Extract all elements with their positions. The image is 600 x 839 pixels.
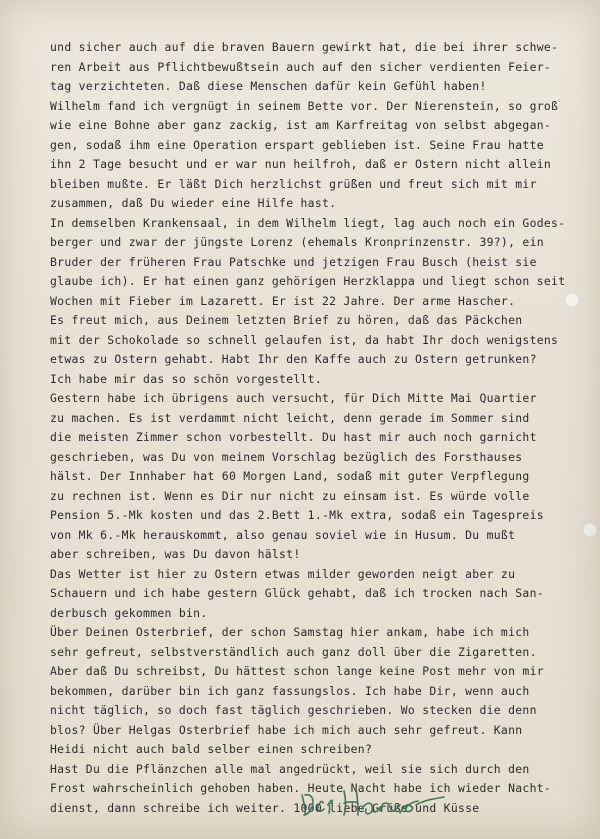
text-line: die meisten Zimmer schon vorbestellt. Du hast mir auch noch garnicht (50, 430, 537, 444)
text-line: Gestern habe ich übrigens auch versucht, für Dich Mitte Mai Quartier (50, 391, 537, 405)
text-line: und sicher auch auf die braven Bauern gewirkt hat, die bei ihrer schwe- (50, 40, 559, 54)
text-line: aber schreiben, was Du davon hälst! (50, 547, 301, 561)
text-line: wie eine Bohne aber ganz zackig, ist am Karfreitag von selbst abgegan- (50, 118, 552, 132)
text-line: Pension 5.-Mk kosten und das 2.Bett 1.-Mk extra, sodaß ein Tagespreis (50, 508, 544, 522)
text-line: sehr gefreut, selbstverständlich auch ganz doll über die Zigaretten. (50, 644, 537, 659)
text-line: ihn 2 Tage besucht und er war nun heilfroh, daß er Ostern nicht allein (50, 157, 552, 171)
text-line: tag verzichteten. Daß diese Menschen dafür kein Gefühl haben! (50, 79, 487, 93)
text-line: gen, sodaß ihm eine Operation erspart geblieben ist. Seine Frau hatte (50, 137, 544, 152)
text-line: ren Arbeit aus Pflichtbewußtsein auch auf den sicher verdienten Feier- (50, 59, 552, 74)
text-line: Bruder der früheren Frau Patschke und jetzigen Frau Busch (heist sie (50, 254, 537, 269)
text-line: hälst. Der Innhaber hat 60 Morgen Land, sodaß mit guter Verpflegung (50, 469, 530, 483)
text-line: Heidi nicht auch bald selber einen schreiben? (50, 742, 373, 756)
text-line: glaube ich). Er hat einen ganz gehörigen Herzklappa und liegt schon seit (50, 274, 566, 288)
text-line: etwas zu Ostern gehabt. Habt Ihr den Kaffe auch zu Ostern getrunken? (50, 352, 537, 366)
text-line: dienst, dann schreibe ich weiter. 1000 liebe Grüße und Küsse (50, 800, 480, 815)
text-line: Schauern und ich habe gestern Glück gehabt, daß ich trocken nach San- (50, 586, 544, 600)
letter-body (50, 38, 590, 818)
text-line: Das Wetter ist hier zu Ostern etwas milder geworden neigt aber zu (50, 566, 516, 581)
text-line: nicht täglich, so doch fast täglich geschrieben. Wo stecken die denn (50, 703, 537, 717)
text-line: Ich habe mir das so schön vorgestellt. (50, 371, 322, 386)
text-line: berger und zwar der jüngste Lorenz (ehemals Kronprinzenstr. 39?), ein (50, 235, 544, 249)
text-line: derbusch gekommen bin. (50, 605, 208, 620)
text-line: Es freut mich, aus Deinem letzten Brief zu hören, daß das Päckchen (50, 313, 523, 327)
text-line: Hast Du die Pflänzchen alle mal angedrückt, weil sie sich durch den (50, 761, 530, 776)
text-line: bleiben mußte. Er läßt Dich herzlichst grüßen und freut sich mit mir (50, 176, 537, 191)
text-line: In demselben Krankensaal, in dem Wilhelm liegt, lag auch noch ein Godes- (50, 215, 566, 230)
text-line: geschrieben, was Du von meinem Vorschlag bezüglich des Forsthauses (50, 449, 523, 464)
text-line: Über Deinen Osterbrief, der schon Samstag hier ankam, habe ich mich (50, 625, 530, 639)
text-line: zu machen. Es ist verdammt nicht leicht, denn gerade im Sommer sind (50, 410, 530, 425)
text-line: Aber daß Du schreibst, Du hättest schon lange keine Post mehr von mir (50, 664, 544, 678)
text-line: Wilhelm fand ich vergnügt in seinem Bette vor. Der Nierenstein, so groß (50, 98, 559, 113)
text-line: mit der Schokolade so schnell gelaufen ist, da habt Ihr doch wenigstens (50, 332, 559, 347)
text-line: zusammen, daß Du wieder eine Hilfe hast. (50, 196, 337, 210)
text-line: von Mk 6.-Mk herauskommt, also genau soviel wie in Husum. Du mußt (50, 527, 516, 542)
handwritten-signature (296, 781, 456, 821)
text-line: blos? Über Helgas Osterbrief habe ich mich auch sehr gefreut. Kann (50, 722, 523, 737)
text-line: Frost wahrscheinlich gehoben haben. Heute Nacht habe ich wieder Nacht- (50, 781, 552, 795)
text-line: Wochen mit Fieber im Lazarett. Er ist 22 Jahre. Der arme Hascher. (50, 293, 516, 308)
punch-hole-bottom (582, 522, 598, 538)
punch-hole-top (564, 292, 580, 308)
text-line: bekommen, darüber bin ich ganz fassungslos. Ich habe Dir, wenn auch (50, 683, 530, 698)
text-line: zu rechnen ist. Wenn es Dir nur nicht zu einsam ist. Es würde volle (50, 488, 530, 503)
